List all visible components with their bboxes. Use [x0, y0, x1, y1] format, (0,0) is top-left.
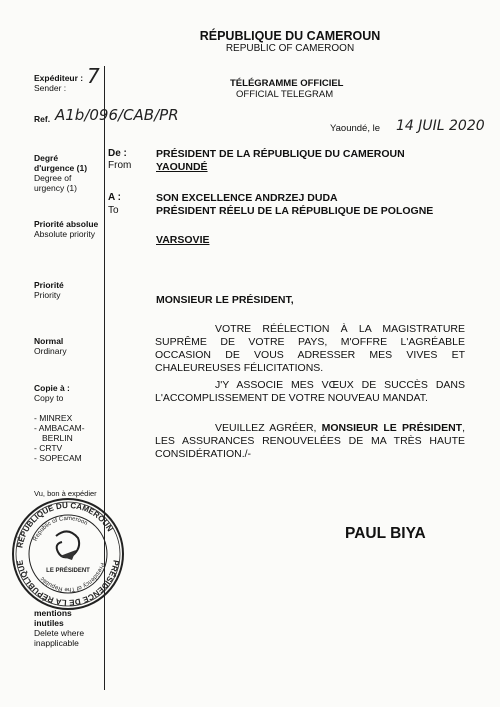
paragraph-2: J'Y ASSOCIE MES VŒUX DE SUCCÈS DANS L'ACCOMPLISSEMENT DE VOTRE NOUVEAU MANDAT. [155, 379, 465, 404]
to-line-1: SON EXCELLENCE ANDRZEJ DUDA [156, 192, 338, 204]
republic-title-en: REPUBLIC OF CAMEROON [225, 43, 355, 54]
seal-emblem-detail-icon [60, 550, 76, 560]
to-city: VARSOVIE [156, 234, 210, 246]
sender-label: Expéditeur : Sender : [34, 73, 84, 93]
ref-value: A1b/096/CAB/PR [55, 106, 179, 124]
copy-list [34, 413, 85, 463]
date-value: 14 JUIL 2020 [396, 118, 485, 134]
paragraph-1: VOTRE RÉÉLECTION À LA MAGISTRATURE SUPRÊME DE VOTRE PAYS, M'OFFRE L'AGRÉABLE OCCASION DE VOUS ADRESSER MES VIVES ET CHALEUREUSES FÉLICITATIONS. [155, 323, 465, 374]
copy-item: BERLIN [42, 433, 73, 443]
to-label-en: To [108, 205, 119, 216]
presidential-seal [10, 496, 126, 612]
seal-inner-top-text: Republic of Cameroon [32, 515, 89, 543]
from-line-1: PRÉSIDENT DE LA RÉPUBLIQUE DU CAMEROUN [156, 148, 405, 160]
republic-title-fr: RÉPUBLIQUE DU CAMEROUN [199, 29, 381, 43]
to-line-2: PRÉSIDENT RÉELU DE LA RÉPUBLIQUE DE POLOGNE [156, 205, 434, 217]
copy-label: Copie à : Copy to [34, 383, 70, 403]
telegram-title-en: OFFICIAL TELEGRAM [236, 89, 334, 100]
seal-outer-top-text: RÉPUBLIQUE DU CAMEROUN [15, 500, 115, 549]
copy-item: - MINREX [34, 413, 73, 423]
from-label-en: From [108, 160, 132, 171]
footnote: mentions inutiles Delete where inapplicable [34, 608, 85, 648]
ref-label: Ref. [34, 114, 51, 124]
seal-center-text: LE PRÉSIDENT [46, 568, 90, 574]
salutation: MONSIEUR LE PRÉSIDENT, [156, 294, 294, 306]
seal-inner-bottom-text: Presidency of The Republic [39, 561, 105, 593]
paragraph-3: VEUILLEZ AGRÉER, MONSIEUR LE PRÉSIDENT, LES ASSURANCES RENOUVELÉES DE MA TRÈS HAUTE CONSIDÉRATION./- [155, 422, 466, 460]
date-label: Yaoundé, le [330, 123, 381, 134]
to-label-fr: A : [108, 192, 121, 203]
copy-item: - SOPECAM [34, 453, 82, 463]
from-label-fr: De : [108, 148, 127, 159]
sender-value: 7 [87, 64, 100, 88]
seal-outer-bottom-text: PRÉSIDENCE DE LA RÉPUBLIQUE [15, 559, 121, 608]
urgency-label: Degré d'urgence (1) Degree of urgency (1) [34, 153, 88, 193]
priority-label: Priorité Priority [34, 280, 64, 300]
telegram-title-fr: TÉLÉGRAMME OFFICIEL [230, 78, 344, 89]
absolute-priority-label: Priorité absolue Absolute priority [34, 219, 99, 239]
normal-label: Normal Ordinary [34, 336, 67, 356]
signature-name: PAUL BIYA [345, 525, 426, 542]
approval-note: Vu, bon à expédier [34, 489, 97, 498]
from-city: YAOUNDÉ [156, 161, 208, 173]
copy-item: - AMBACAM- [34, 423, 85, 433]
copy-item: - CRTV [34, 443, 63, 453]
